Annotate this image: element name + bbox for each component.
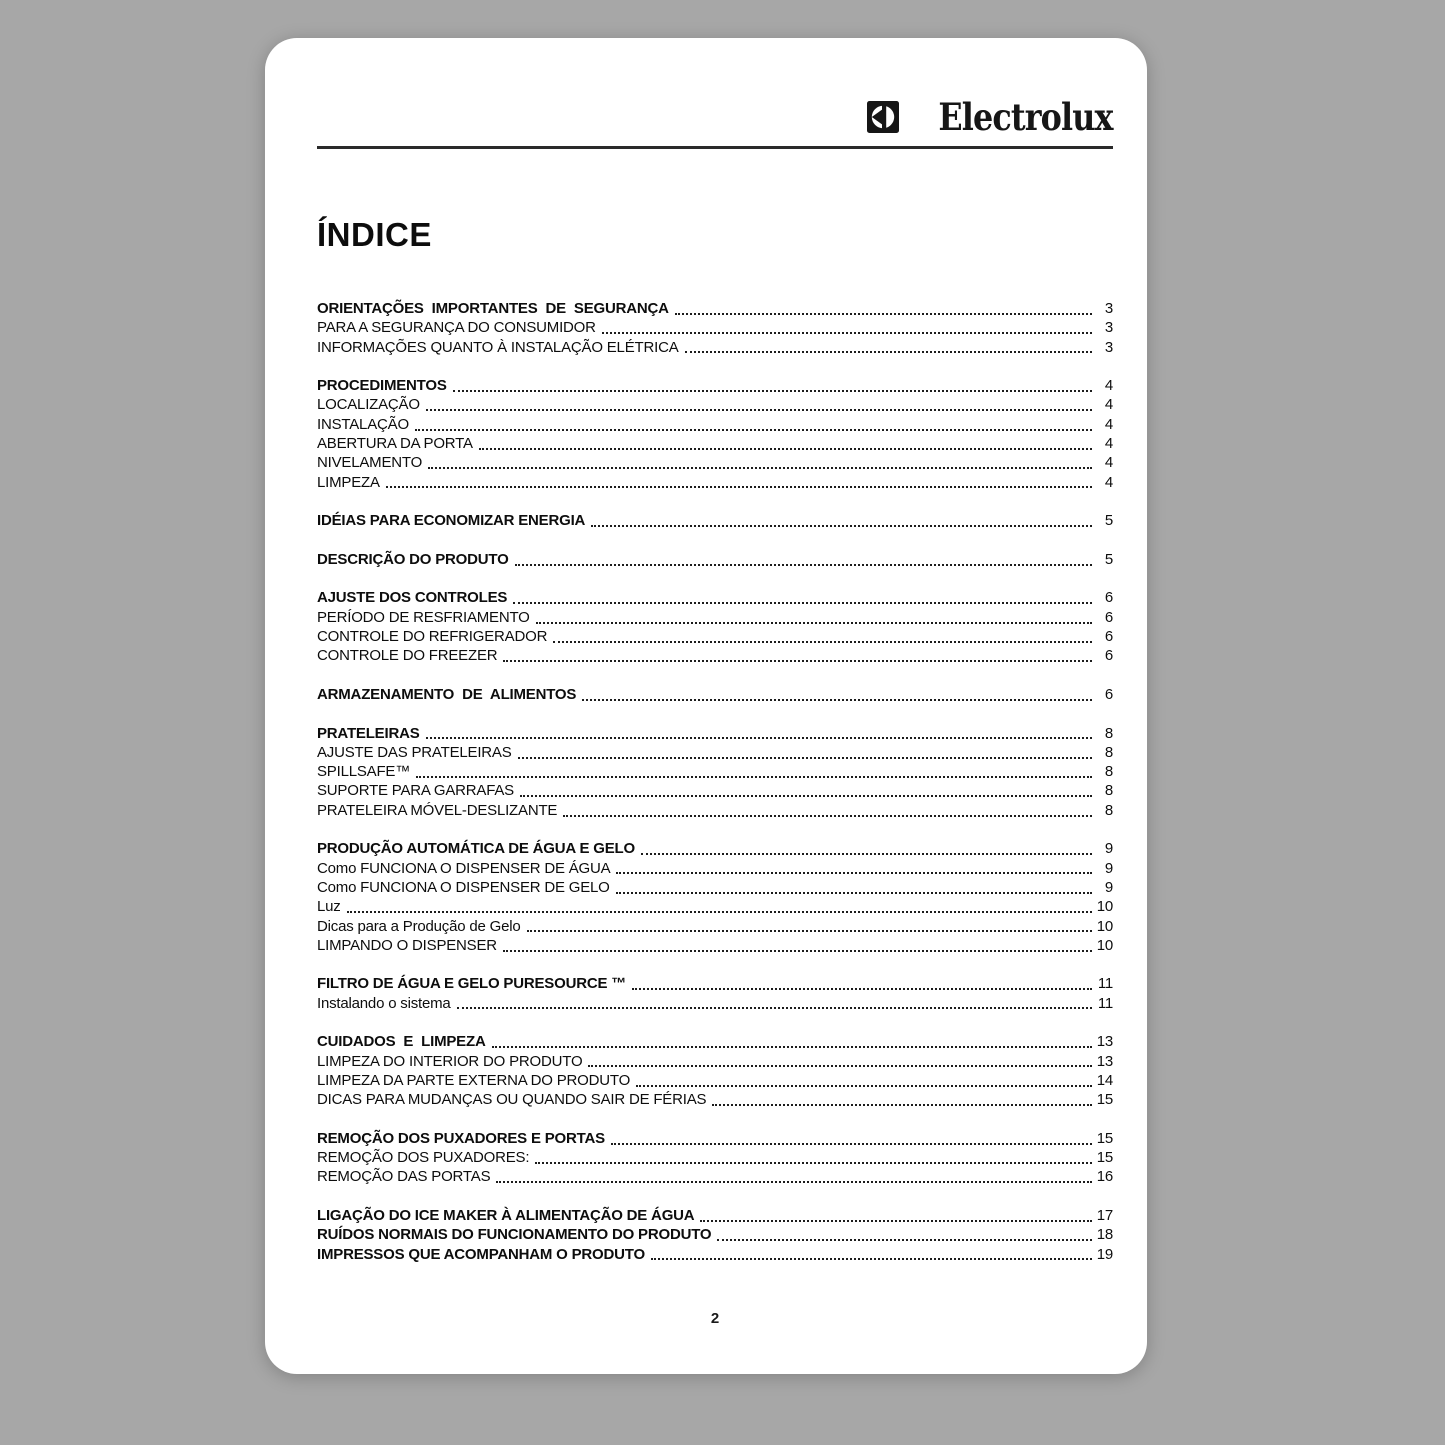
toc-entry-label: Como FUNCIONA O DISPENSER DE ÁGUA	[317, 859, 611, 877]
toc-entry-label: Dicas para a Produção de Gelo	[317, 917, 521, 935]
toc-entry-page: 6	[1104, 589, 1113, 607]
toc-entry-label: FILTRO DE ÁGUA E GELO PURESOURCE ™	[317, 975, 627, 993]
toc-leader-dots	[347, 897, 1092, 913]
toc-entry-page: 3	[1104, 300, 1113, 317]
toc-leader-dots	[428, 453, 1092, 469]
toc-entry-label: PERÍODO DE RESFRIAMENTO	[317, 608, 530, 626]
toc-row	[317, 1052, 1113, 1071]
toc-leader-dots	[588, 1052, 1092, 1068]
toc-entry-label: RUÍDOS NORMAIS DO FUNCIONAMENTO DO PRODUTO	[317, 1226, 712, 1244]
toc-entry-label: REMOÇÃO DOS PUXADORES E PORTAS	[317, 1129, 605, 1147]
toc-entry-label: PROCEDIMENTOS	[317, 377, 447, 395]
toc-entry-page: 15	[1096, 1091, 1113, 1109]
toc-row	[317, 550, 1113, 569]
toc-row	[317, 453, 1113, 472]
toc-row	[317, 338, 1113, 357]
toc-leader-dots	[426, 724, 1092, 740]
toc-entry-label: ARMAZENAMENTO DE ALIMENTOS	[317, 685, 577, 703]
toc-leader-dots	[416, 762, 1092, 778]
toc-row	[317, 839, 1113, 858]
toc-leader-dots	[492, 1032, 1092, 1048]
toc-row	[317, 627, 1113, 646]
toc-leader-dots	[641, 839, 1092, 855]
toc-entry-label: LIMPEZA	[317, 473, 380, 491]
electrolux-logo-icon	[867, 101, 899, 133]
toc-entry-page: 17	[1096, 1206, 1113, 1224]
toc-entry-label: Instalando o sistema	[317, 994, 451, 1012]
toc-entry-label: INFORMAÇÕES QUANTO À INSTALAÇÃO ELÉTRICA	[317, 338, 679, 356]
toc-row	[317, 685, 1113, 704]
electrolux-logo	[867, 95, 1113, 139]
toc-entry-label: REMOÇÃO DOS PUXADORES:	[317, 1149, 530, 1167]
toc-leader-dots	[536, 608, 1092, 624]
toc-row	[317, 781, 1113, 800]
toc-entry-page: 9	[1104, 859, 1113, 877]
toc-leader-dots	[602, 318, 1092, 334]
toc-entry-page: 4	[1104, 377, 1113, 395]
toc-entry-page: 4	[1104, 396, 1113, 414]
toc-leader-dots	[582, 685, 1092, 701]
toc-row	[317, 762, 1113, 781]
document-page	[265, 38, 1147, 1374]
toc-leader-dots	[496, 1167, 1092, 1183]
toc-row	[317, 724, 1113, 743]
toc-entry-page: 13	[1096, 1052, 1113, 1070]
toc-row	[317, 646, 1113, 665]
toc-section	[317, 839, 1113, 955]
toc-entry-page: 10	[1096, 917, 1113, 935]
toc-row	[317, 801, 1113, 820]
toc-leader-dots	[553, 627, 1092, 643]
toc-leader-dots	[636, 1071, 1092, 1087]
toc-row	[317, 608, 1113, 627]
toc-entry-label: CONTROLE DO FREEZER	[317, 647, 498, 665]
toc-row	[317, 994, 1113, 1013]
toc-entry-page: 11	[1097, 975, 1113, 993]
toc-entry-page: 15	[1096, 1129, 1113, 1147]
toc-entry-page: 14	[1096, 1071, 1113, 1089]
toc-entry-label: IDÉIAS PARA ECONOMIZAR ENERGIA	[317, 512, 586, 530]
toc-entry-page: 8	[1104, 801, 1113, 819]
toc-entry-label: LIGAÇÃO DO ICE MAKER À ALIMENTAÇÃO DE ÁGUA	[317, 1206, 695, 1224]
toc-leader-dots	[415, 415, 1092, 431]
toc-row	[317, 1225, 1113, 1244]
toc-entry-page: 5	[1104, 512, 1113, 530]
toc-entry-page: 9	[1104, 878, 1113, 896]
toc-leader-dots	[479, 434, 1092, 450]
electrolux-wordmark: Electrolux	[938, 95, 1113, 139]
toc-leader-dots	[632, 974, 1092, 990]
toc-entry-label: PARA A SEGURANÇA DO CONSUMIDOR	[317, 319, 596, 337]
toc-entry-page: 18	[1096, 1226, 1113, 1244]
toc-section	[317, 299, 1113, 357]
toc-leader-dots	[717, 1225, 1092, 1241]
toc-section	[317, 550, 1113, 569]
toc-entry-page: 8	[1104, 782, 1113, 800]
toc-entry-page: 4	[1104, 435, 1113, 453]
toc-leader-dots	[515, 550, 1092, 566]
table-of-contents	[317, 299, 1113, 1264]
toc-entry-label: CUIDADOS E LIMPEZA	[317, 1033, 486, 1051]
toc-section	[317, 1129, 1113, 1187]
toc-leader-dots	[535, 1148, 1092, 1164]
toc-entry-page: 19	[1096, 1245, 1113, 1263]
toc-row	[317, 376, 1113, 395]
toc-row	[317, 1071, 1113, 1090]
toc-row	[317, 415, 1113, 434]
toc-entry-page: 6	[1104, 608, 1113, 626]
toc-leader-dots	[386, 473, 1092, 489]
toc-entry-page: 4	[1104, 473, 1113, 491]
toc-entry-page: 8	[1104, 763, 1113, 781]
toc-entry-label: SUPORTE PARA GARRAFAS	[317, 782, 514, 800]
toc-section	[317, 376, 1113, 492]
toc-entry-page: 3	[1104, 338, 1113, 356]
toc-leader-dots	[426, 395, 1092, 411]
toc-leader-dots	[503, 646, 1092, 662]
toc-entry-label: AJUSTE DOS CONTROLES	[317, 589, 508, 607]
toc-entry-label: INSTALAÇÃO	[317, 415, 409, 433]
toc-row	[317, 511, 1113, 530]
toc-row	[317, 743, 1113, 762]
toc-section	[317, 685, 1113, 704]
toc-entry-label: LIMPEZA DA PARTE EXTERNA DO PRODUTO	[317, 1071, 631, 1089]
toc-entry-label: ORIENTAÇÕES IMPORTANTES DE SEGURANÇA	[317, 300, 669, 317]
toc-entry-page: 4	[1104, 415, 1113, 433]
toc-leader-dots	[453, 376, 1092, 392]
toc-entry-label: PRATELEIRAS	[317, 724, 420, 742]
toc-entry-label: PRODUÇÃO AUTOMÁTICA DE ÁGUA E GELO	[317, 840, 635, 858]
toc-entry-page: 11	[1097, 994, 1113, 1012]
toc-row	[317, 395, 1113, 414]
header-rule	[317, 146, 1113, 149]
toc-entry-page: 13	[1096, 1033, 1113, 1051]
toc-entry-label: Luz	[317, 898, 341, 916]
toc-row	[317, 1245, 1113, 1264]
toc-leader-dots	[712, 1090, 1092, 1106]
toc-entry-page: 4	[1104, 454, 1113, 472]
toc-leader-dots	[685, 338, 1092, 354]
toc-entry-page: 15	[1096, 1149, 1113, 1167]
toc-leader-dots	[503, 936, 1092, 952]
toc-entry-label: CONTROLE DO REFRIGERADOR	[317, 628, 548, 646]
toc-leader-dots	[563, 801, 1092, 817]
toc-row	[317, 936, 1113, 955]
toc-section	[317, 588, 1113, 665]
page-number: 2	[710, 1310, 720, 1327]
toc-entry-page: 10	[1096, 898, 1113, 916]
toc-row	[317, 299, 1113, 318]
toc-entry-page: 6	[1104, 685, 1113, 703]
toc-entry-label: LIMPEZA DO INTERIOR DO PRODUTO	[317, 1052, 583, 1070]
toc-row	[317, 1090, 1113, 1109]
toc-section	[317, 974, 1113, 1013]
toc-leader-dots	[611, 1129, 1092, 1145]
toc-entry-label: LIMPANDO O DISPENSER	[317, 936, 497, 954]
toc-row	[317, 318, 1113, 337]
toc-leader-dots	[675, 299, 1092, 315]
toc-entry-page: 16	[1096, 1168, 1113, 1186]
toc-entry-label: AJUSTE DAS PRATELEIRAS	[317, 743, 512, 761]
toc-row	[317, 974, 1113, 993]
toc-entry-page: 6	[1104, 647, 1113, 665]
toc-entry-label: REMOÇÃO DAS PORTAS	[317, 1168, 491, 1186]
toc-entry-page: 6	[1104, 628, 1113, 646]
toc-row	[317, 588, 1113, 607]
toc-entry-label: DICAS PARA MUDANÇAS OU QUANDO SAIR DE FÉRIAS	[317, 1091, 707, 1109]
toc-entry-label: LOCALIZAÇÃO	[317, 396, 420, 414]
toc-entry-label: IMPRESSOS QUE ACOMPANHAM O PRODUTO	[317, 1245, 645, 1263]
toc-leader-dots	[520, 781, 1092, 797]
toc-entry-label: SPILLSAFE™	[317, 763, 411, 781]
toc-row	[317, 1129, 1113, 1148]
toc-row	[317, 1167, 1113, 1186]
toc-leader-dots	[513, 588, 1092, 604]
toc-leader-dots	[651, 1245, 1092, 1261]
toc-leader-dots	[616, 859, 1092, 875]
toc-section	[317, 1032, 1113, 1109]
page-title: ÍNDICE	[317, 216, 432, 253]
toc-leader-dots	[527, 917, 1093, 933]
toc-leader-dots	[591, 511, 1092, 527]
toc-leader-dots	[700, 1206, 1092, 1222]
toc-section	[317, 511, 1113, 530]
toc-entry-label: NIVELAMENTO	[317, 454, 423, 472]
toc-row	[317, 878, 1113, 897]
toc-entry-page: 8	[1104, 724, 1113, 742]
toc-entry-label: PRATELEIRA MÓVEL-DESLIZANTE	[317, 801, 558, 819]
toc-section	[317, 1206, 1113, 1264]
toc-row	[317, 1032, 1113, 1051]
toc-leader-dots	[457, 994, 1092, 1010]
toc-entry-page: 9	[1104, 840, 1113, 858]
toc-entry-label: DESCRIÇÃO DO PRODUTO	[317, 550, 509, 568]
toc-entry-label: ABERTURA DA PORTA	[317, 435, 473, 453]
toc-row	[317, 917, 1113, 936]
toc-entry-page: 10	[1096, 936, 1113, 954]
toc-entry-page: 3	[1104, 319, 1113, 337]
toc-row	[317, 897, 1113, 916]
toc-section	[317, 724, 1113, 820]
toc-entry-page: 8	[1104, 743, 1113, 761]
toc-leader-dots	[518, 743, 1092, 759]
toc-row	[317, 859, 1113, 878]
toc-row	[317, 434, 1113, 453]
toc-row	[317, 1206, 1113, 1225]
toc-row	[317, 1148, 1113, 1167]
toc-entry-label: Como FUNCIONA O DISPENSER DE GELO	[317, 878, 610, 896]
toc-leader-dots	[616, 878, 1092, 894]
toc-row	[317, 473, 1113, 492]
toc-entry-page: 5	[1104, 550, 1113, 568]
